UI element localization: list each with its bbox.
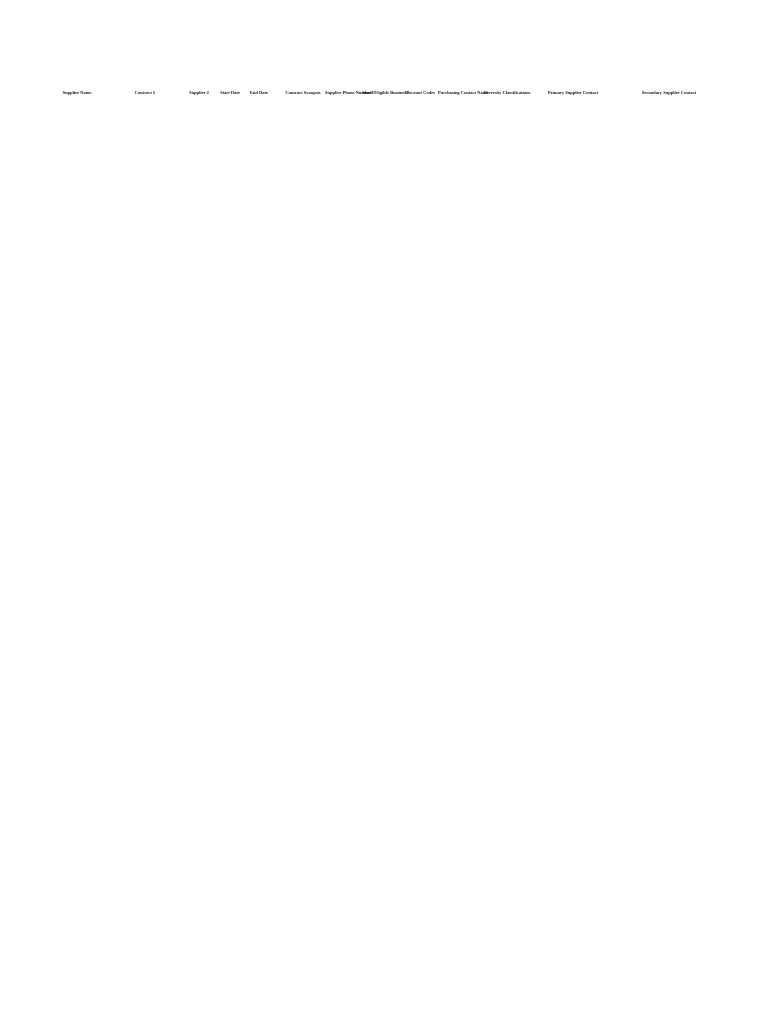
table-row: [0, 885, 770, 919]
table-row: [0, 201, 770, 235]
table-row: [0, 156, 770, 190]
header-diversity: Diversity Classifications: [484, 90, 531, 95]
table-row: [0, 447, 770, 481]
header-discount-codes: Discount Codes: [405, 90, 435, 95]
header-primary-contact: Primary Supplier Contact: [547, 90, 599, 95]
header-supplier-no: Supplier #: [189, 90, 209, 95]
header-supplier-phone: Supplier Phone Number: [325, 90, 372, 95]
table-row: [0, 672, 770, 706]
header-purchasing-contact: Purchasing Contact Name: [438, 90, 489, 95]
header-small-business: Small/Eligible Business?: [362, 90, 409, 95]
header-supplier-name: Supplier Name: [62, 90, 92, 95]
table-row: [0, 713, 770, 747]
table-header-row: [0, 90, 770, 102]
table-row: [0, 822, 770, 856]
header-end-date: End Date: [249, 90, 269, 95]
header-secondary-contact: Secondary Supplier Contact: [641, 90, 697, 95]
header-contract-synopsis: Contract Synopsis: [285, 90, 321, 95]
header-start-date: Start Date: [220, 90, 240, 95]
header-contract-no: Contract #: [134, 90, 156, 95]
